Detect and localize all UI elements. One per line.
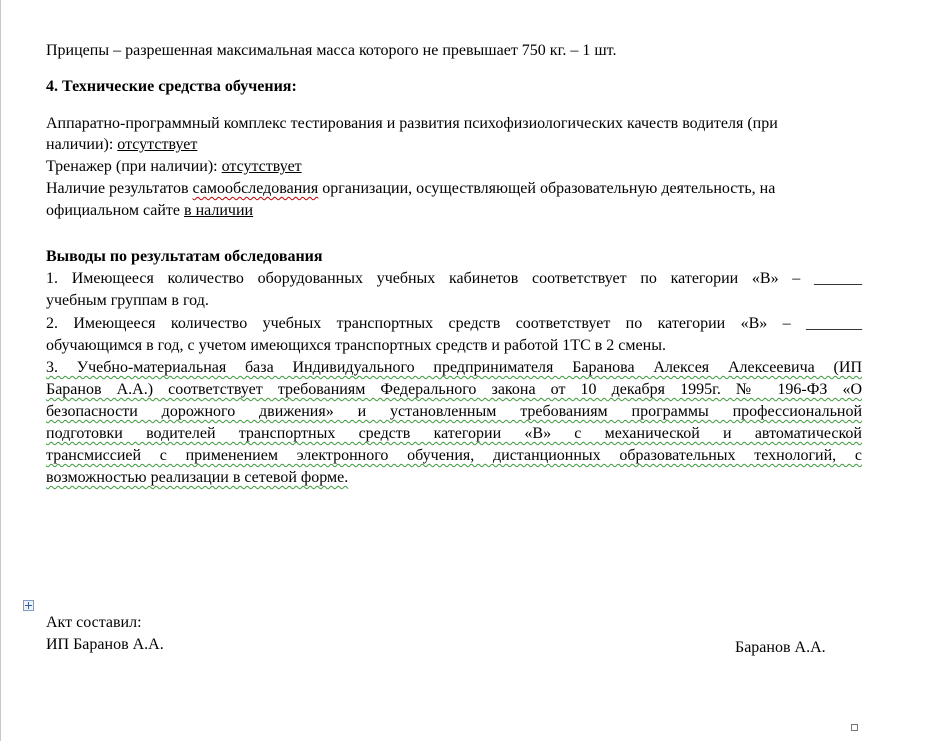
apk-label: наличии): [46,136,118,153]
conclusion-3-text-1: 3. Учебно-материальная база Индивидуального предпринимателя Баранова Алексея Алексеевича (ИП [46,359,862,376]
apk-line-2 [46,135,197,155]
spellcheck-word: самообследования [192,180,319,197]
conclusion-3-text-4: подготовки водителей транспортных средств категории «В» с механической и автоматической [46,425,862,442]
conclusion-3-line-6 [46,468,348,488]
conclusion-2-line-1: 2. Имеющееся количество учебных транспортных средств соответствует по категории «В» – _______ [46,315,862,332]
signer-left: ИП Баранов А.А. [46,636,164,653]
trainer-line [46,157,302,177]
self-survey-line [46,179,775,199]
conclusion-3-text-3: безопасности дорожного движения» и установленным требованиям программы профессиональной [46,403,862,420]
conclusion-3-line-5 [46,446,862,466]
conclusion-3-line-1 [46,358,862,378]
self-survey-text-after: организации, осуществляющей образовательную деятельность, на [318,180,776,197]
trainer-value: отсутствует [221,158,302,175]
self-survey-text-before: Наличие результатов [46,180,193,197]
apk-value: отсутствует [117,136,198,153]
section4-heading: 4. Технические средства обучения: [46,78,297,95]
signer-right: Баранов А.А. [735,639,826,656]
conclusions-heading: Выводы по результатам обследования [46,248,323,265]
site-label: официальном сайте [46,202,185,219]
table-move-handle-icon[interactable] [23,600,34,611]
conclusion-1-line-1: 1. Имеющееся количество оборудованных учебных кабинетов соответствует по категории «В» – ______ [46,270,862,287]
conclusion-2-line-2: обучающимся в год, с учетом имеющихся транспортных средств и работой 1ТС в 2 смены. [46,337,666,354]
conclusion-3-text-2: Баранов А.А.) соответствует требованиям Федерального закона от 10 декабря 1995г. № 196-ФЗ «О [46,381,862,398]
trailers-line: Прицепы – разрешенная максимальная масса которого не превышает 750 кг. – 1 шт. [46,42,617,59]
apk-line-1: Аппаратно-программный комплекс тестирования и развития психофизиологических качеств водителя (при [46,115,778,132]
trainer-label: Тренажер (при наличии): [46,158,222,175]
site-line [46,201,253,221]
site-value: в наличии [184,202,254,219]
conclusion-3-line-2 [46,380,862,400]
table-resize-handle-icon[interactable] [851,724,858,731]
conclusion-3-text-5: трансмиссией с применением электронного обучения, дистанционных образовательных технологий, с [46,447,862,464]
conclusion-3-line-4 [46,424,862,444]
conclusion-1-line-2: учебным группам в год. [46,292,209,309]
act-compiled-label: Акт составил: [46,614,142,631]
conclusion-3-line-3 [46,402,862,422]
conclusion-3-text-6: возможностью реализации в сетевой форме. [46,469,349,486]
page-left-edge [0,0,1,741]
